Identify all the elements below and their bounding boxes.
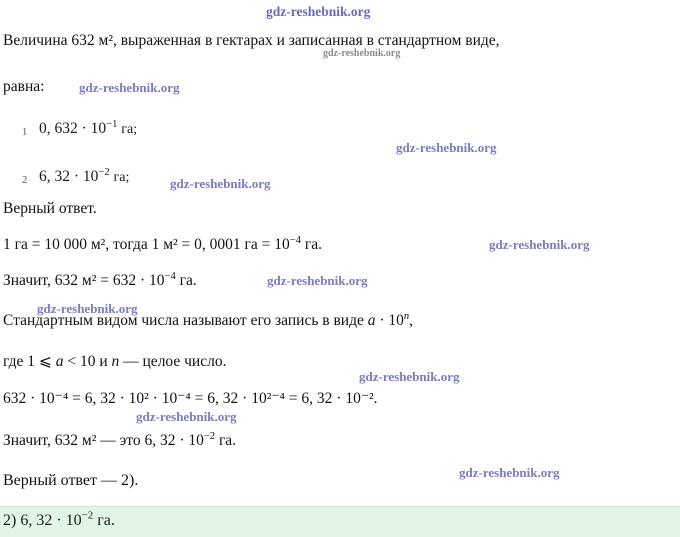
answer-suffix: га. <box>93 512 115 529</box>
solution-line-6-exponent: −2 <box>203 430 216 442</box>
solution-line-3 <box>3 312 413 330</box>
solution-line-4-variable-a: a <box>55 353 64 370</box>
question-line-1: Величина 632 м², выраженная в гектарах и записанная в стандартном виде, <box>3 32 500 49</box>
solution-line-4-mid: < 10 и <box>63 353 112 370</box>
solution-line-6-post: га. <box>215 432 237 449</box>
solution-line-2-pre: Значит, 632 м² = 632 · 10 <box>3 272 165 289</box>
final-answer-intro: Верный ответ — 2). <box>3 472 139 489</box>
solution-line-3-pre: Стандартным видом числа называют его запись в виде <box>3 312 368 329</box>
option-1-exponent: −1 <box>106 118 118 130</box>
watermark: gdz-reshebnik.org <box>37 301 138 316</box>
watermark: gdz-reshebnik.org <box>267 273 368 288</box>
option-2-unit: га; <box>113 170 130 185</box>
solution-line-5: 632 · 10⁻⁴ = 6, 32 · 10² · 10⁻⁴ = 6, 32 · 10²⁻⁴ = 6, 32 · 10⁻². <box>3 390 378 407</box>
option-index-2: 2 <box>22 175 28 186</box>
option-1 <box>39 120 137 138</box>
option-index-1: 1 <box>22 127 28 138</box>
watermark: gdz-reshebnik.org <box>459 465 560 480</box>
question-line-2: равна: <box>3 78 45 95</box>
solution-line-4-post: — целое число. <box>119 353 227 370</box>
watermark: gdz-reshebnik.org <box>79 80 180 95</box>
answer-exponent: −2 <box>81 509 94 522</box>
solution-line-1-exponent: −4 <box>289 234 301 246</box>
solution-line-6-pre: Значит, 632 м² — это 6, 32 · 10 <box>3 432 204 449</box>
answer-text <box>3 509 115 530</box>
solution-line-1-pre: 1 га = 10 000 м², тогда 1 м² = 0, 0001 га = 10 <box>3 236 290 253</box>
option-2-expression: 6, 32 · 10 <box>39 168 99 185</box>
solution-line-3-exponent-n: n <box>403 310 410 322</box>
solution-line-1 <box>3 236 322 254</box>
option-1-expression: 0, 632 · 10 <box>39 120 107 137</box>
answer-highlight-box <box>0 506 680 537</box>
watermark: gdz-reshebnik.org <box>396 140 497 155</box>
solution-line-2-post: га. <box>175 272 197 289</box>
solution-line-2-exponent: −4 <box>164 270 176 282</box>
watermark: gdz-reshebnik.org <box>266 4 371 19</box>
answer-prefix: 2) 6, 32 · 10 <box>3 512 82 529</box>
option-2 <box>39 168 129 186</box>
option-2-exponent: −2 <box>98 166 110 178</box>
solution-line-4-variable-n: n <box>111 353 120 370</box>
option-1-unit: га; <box>121 122 138 137</box>
solution-line-2 <box>3 272 197 290</box>
solution-line-1-post: га. <box>301 236 322 253</box>
solution-line-6 <box>3 432 236 450</box>
solution-line-3-post: , <box>409 312 414 329</box>
solution-line-3-variable-a: a <box>367 312 376 329</box>
watermark: gdz-reshebnik.org <box>359 369 460 384</box>
solution-line-4 <box>3 352 226 371</box>
solution-heading: Верный ответ. <box>3 200 97 217</box>
watermark: gdz-reshebnik.org <box>489 237 590 252</box>
solution-line-4-pre: где 1 ⩽ <box>3 353 56 370</box>
solution-line-3-mid: · 10 <box>375 312 404 329</box>
watermark: gdz-reshebnik.org <box>323 48 401 59</box>
watermark: gdz-reshebnik.org <box>136 409 237 424</box>
watermark: gdz-reshebnik.org <box>170 176 271 191</box>
